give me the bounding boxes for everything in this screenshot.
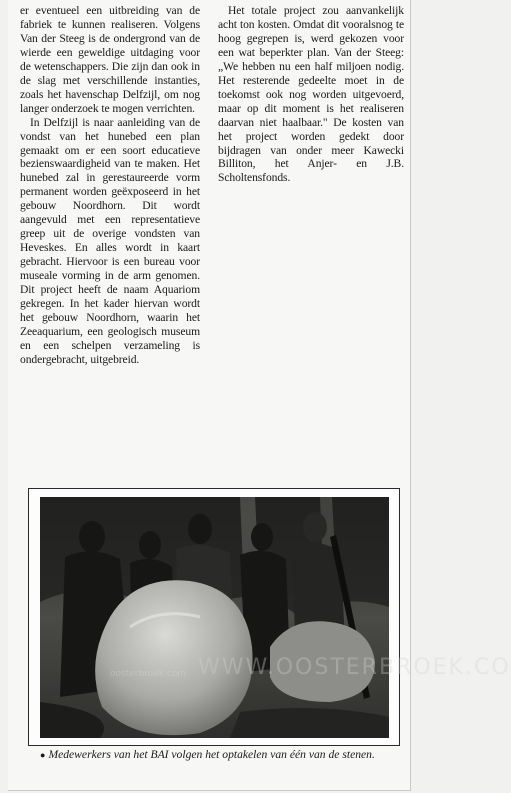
article-paragraph: er eventueel een uitbreiding van de fabriek te kunnen realiseren. Volgens Van der Steeg is de ondergrond van de wierde een geweldige uitdaging voor de wetenschappers. Die zijn dan ook in de slag met verschillende instanties, zoals het havenschap Delfzijl, om nog langer onderzoek te mogen verrichten. [20, 4, 200, 115]
bullet-icon: ● [40, 750, 46, 760]
news-photo [40, 497, 511, 738]
article-column-right [218, 4, 404, 185]
article-paragraph: In Delfzijl is naar aanleiding van de vondst van het hunebed een plan gemaakt om er een soort educatieve bezienswaardigheid van te maken. Het hunebed zal in gerestaureerde vorm permanent worden geëxposeerd in het gebouw Noordhorn. Dit wordt aangevuld met een representatieve greep uit de overige vondsten van Heveskes. En alles wordt in kaart gebracht. Hiervoor is een bureau voor museale vorming in de arm genomen. Dit project heeft de naam Aquariom gekregen. In het kader hiervan wordt het gebouw Noordhorn, waarin het Zeeaquarium, een geologisch museum en een schelpen verzameling is ondergebracht, uitgebreid. [20, 115, 200, 366]
watermark: WWW.OOSTERBROEK.CO [198, 655, 511, 680]
photo-illustration [40, 497, 389, 738]
photo-caption-text: Medewerkers van het BAI volgen het optakelen van één van de stenen. [48, 748, 375, 761]
article-column-left [20, 4, 200, 367]
newspaper-clipping [8, 0, 511, 791]
photo-caption [40, 748, 412, 762]
photo-frame [28, 488, 511, 746]
watermark-small: oosterbroek.com [110, 669, 187, 679]
article-paragraph: Het totale project zou aanvankelijk acht ton kosten. Omdat dit vooralsnog te hoog gegrepen is, werd gekozen voor een wat beperkter plan. Van der Steeg: „We hebben nu een half miljoen nodig. Het resterende gedeelte moet in de toekomst ook nog worden uitgevoerd, maar op dit moment is het realiseren daarvan niet haalbaar." De kosten van het project worden gedekt door bijdragen van onder meer Kawecki Billiton, het Anjer- en J.B. Scholtensfonds. [218, 4, 404, 185]
